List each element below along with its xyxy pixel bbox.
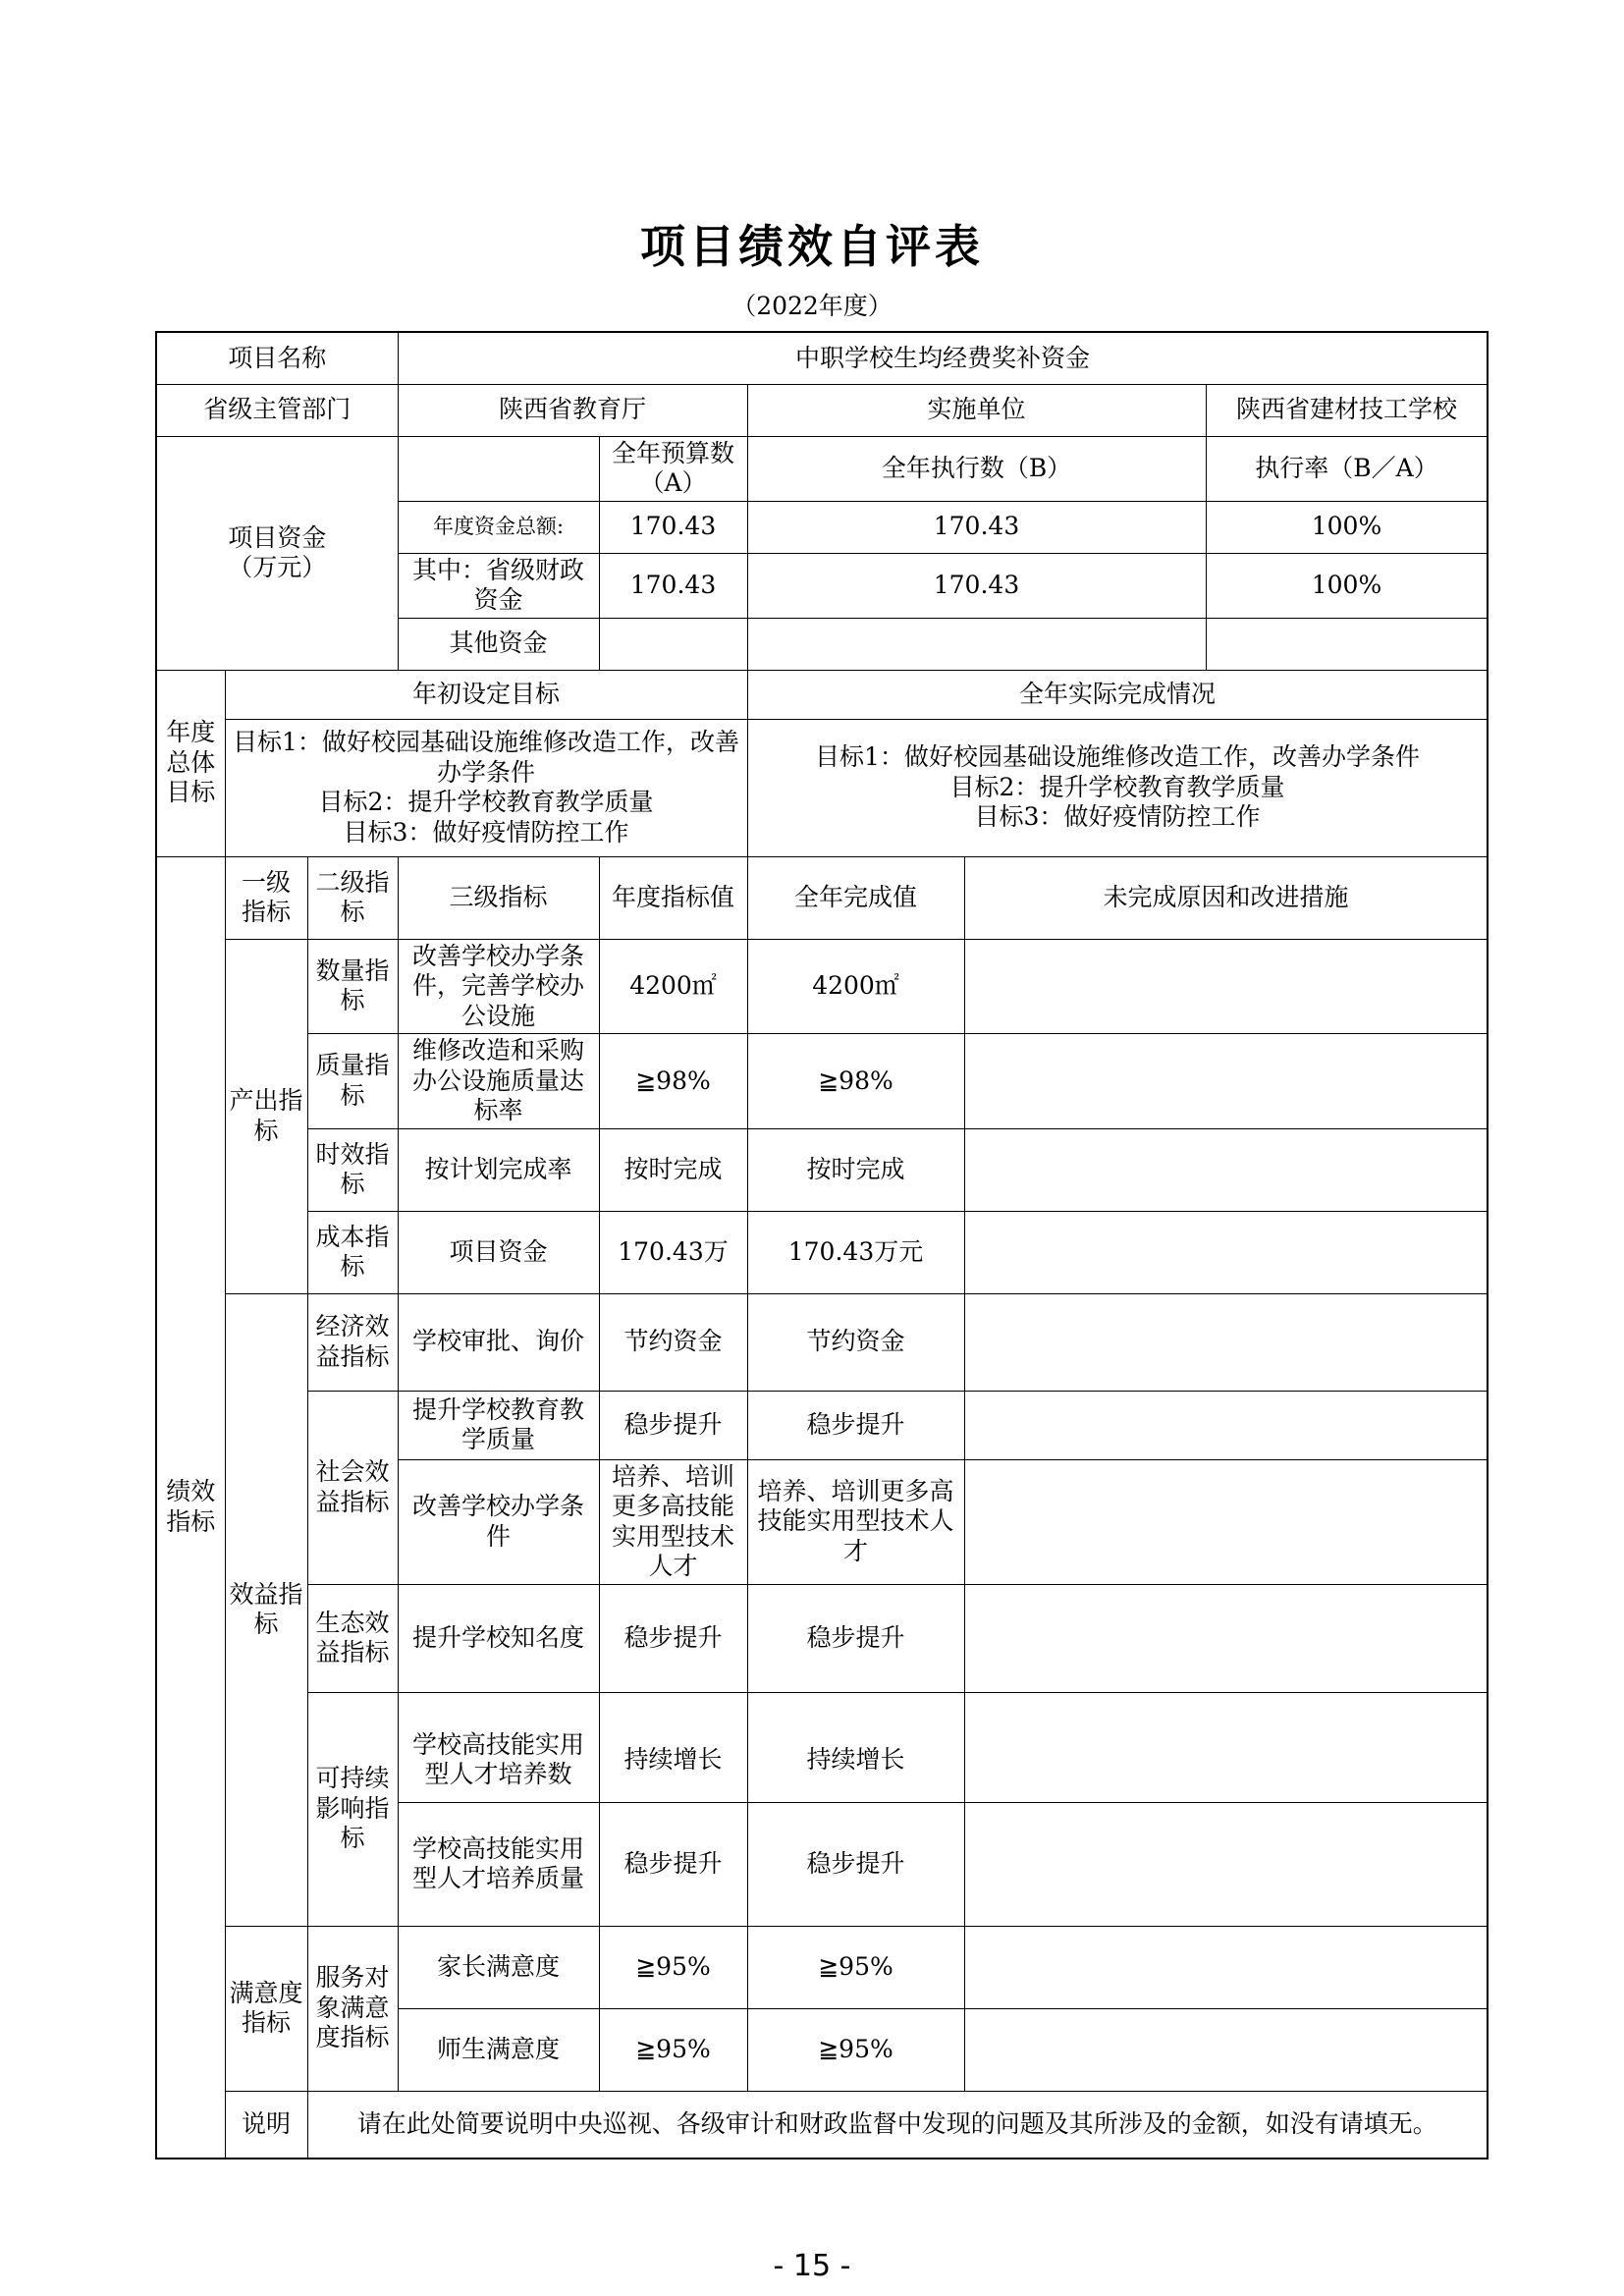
indicator-level3: 提升学校教育教学质量 — [398, 1391, 599, 1459]
indicator-level2: 可持续影响指标 — [307, 1692, 398, 1926]
page-subtitle: （2022年度） — [731, 292, 893, 320]
indicator-actual: ≧98% — [747, 1034, 964, 1129]
indicator-row — [156, 1128, 1488, 1211]
indicator-reason — [964, 939, 1488, 1034]
indicator-level2: 成本指标 — [307, 1211, 398, 1293]
indicator-row — [156, 1034, 1488, 1129]
indicator-actual: 节约资金 — [747, 1293, 964, 1391]
goals-planned-header: 年初设定目标 — [225, 670, 747, 719]
unit-label: 实施单位 — [747, 384, 1206, 436]
indicator-reason — [964, 1584, 1488, 1692]
indicator-reason — [964, 1391, 1488, 1459]
indicator-level3: 改善学校办学条件 — [398, 1459, 599, 1584]
page-number: - 15 - — [773, 2249, 851, 2283]
indicator-reason — [964, 1692, 1488, 1802]
funds-col-a: 全年预算数（A） — [599, 436, 747, 501]
indicator-level3: 学校审批、询价 — [398, 1293, 599, 1391]
dept-value: 陕西省教育厅 — [398, 384, 747, 436]
goals-actual: 目标1：做好校园基础设施维修改造工作，改善办学条件 目标2：提升学校教育教学质量 目标3：做好疫情防控工作 — [747, 719, 1488, 856]
performance-table — [155, 331, 1489, 2159]
indicator-row — [156, 939, 1488, 1034]
indicator-level3: 师生满意度 — [398, 2008, 599, 2091]
funds-blank-cell — [398, 436, 599, 501]
goals-content-row — [156, 719, 1488, 856]
indicator-level2: 时效指标 — [307, 1128, 398, 1211]
indicator-row — [156, 1211, 1488, 1293]
indicator-row — [156, 1293, 1488, 1391]
indicator-row — [156, 1391, 1488, 1459]
indicator-reason — [964, 1034, 1488, 1129]
indicator-actual: ≧95% — [747, 1926, 964, 2008]
indicator-level2: 服务对象满意度指标 — [307, 1926, 398, 2091]
note-label: 说明 — [225, 2091, 307, 2159]
funds-row-a: 170.43 — [599, 553, 747, 618]
indicator-reason — [964, 1926, 1488, 2008]
indicator-level3: 项目资金 — [398, 1211, 599, 1293]
project-name-row — [156, 332, 1488, 384]
indicator-actual: 稳步提升 — [747, 1391, 964, 1459]
indicator-level2: 质量指标 — [307, 1034, 398, 1129]
funds-col-b: 全年执行数（B） — [747, 436, 1206, 501]
funds-row-a: 170.43 — [599, 501, 747, 553]
funds-col-rate: 执行率（B／A） — [1206, 436, 1488, 501]
note-text: 请在此处简要说明中央巡视、各级审计和财政监督中发现的问题及其所涉及的金额，如没有请填无。 — [307, 2091, 1488, 2159]
indicators-level1-header: 一级指标 — [225, 856, 307, 939]
indicator-actual: 170.43万元 — [747, 1211, 964, 1293]
indicator-target: 节约资金 — [599, 1293, 747, 1391]
funds-row-rate: 100% — [1206, 501, 1488, 553]
dept-label: 省级主管部门 — [156, 384, 398, 436]
funds-row-rate: 100% — [1206, 553, 1488, 618]
indicator-target: ≧95% — [599, 2008, 747, 2091]
indicator-actual: 4200㎡ — [747, 939, 964, 1034]
goals-header-row — [156, 670, 1488, 719]
indicator-target: 稳步提升 — [599, 1584, 747, 1692]
indicator-target: 培养、培训更多高技能实用型技术人才 — [599, 1459, 747, 1584]
page-title: 项目绩效自评表 — [640, 220, 984, 273]
indicator-reason — [964, 1211, 1488, 1293]
indicator-target: 170.43万 — [599, 1211, 747, 1293]
indicators-actual-header: 全年完成值 — [747, 856, 964, 939]
goals-label: 年度总体目标 — [156, 670, 225, 856]
indicators-header-row — [156, 856, 1488, 939]
indicator-level2: 经济效益指标 — [307, 1293, 398, 1391]
indicator-actual: 持续增长 — [747, 1692, 964, 1802]
indicator-target: 稳步提升 — [599, 1802, 747, 1926]
indicator-reason — [964, 2008, 1488, 2091]
benefit-indicator-label: 效益指标 — [225, 1293, 307, 1926]
funds-row-label: 其他资金 — [398, 618, 599, 670]
department-row — [156, 384, 1488, 436]
indicator-actual: 稳步提升 — [747, 1584, 964, 1692]
satisfaction-indicator-label: 满意度指标 — [225, 1926, 307, 2091]
funds-row-label: 年度资金总额: — [398, 501, 599, 553]
funds-row-b: 170.43 — [747, 501, 1206, 553]
indicator-level3: 家长满意度 — [398, 1926, 599, 2008]
indicator-level3: 学校高技能实用型人才培养质量 — [398, 1802, 599, 1926]
indicator-target: ≧98% — [599, 1034, 747, 1129]
output-indicator-label: 产出指标 — [225, 939, 307, 1293]
indicator-level3: 改善学校办学条件，完善学校办公设施 — [398, 939, 599, 1034]
indicator-reason — [964, 1128, 1488, 1211]
indicator-actual: ≧95% — [747, 2008, 964, 2091]
indicator-level3: 学校高技能实用型人才培养数 — [398, 1692, 599, 1802]
funds-header-row — [156, 436, 1488, 501]
funds-row-a — [599, 618, 747, 670]
indicator-target: ≧95% — [599, 1926, 747, 2008]
indicator-target: 4200㎡ — [599, 939, 747, 1034]
indicator-level2: 社会效益指标 — [307, 1391, 398, 1584]
indicator-target: 按时完成 — [599, 1128, 747, 1211]
goals-planned: 目标1：做好校园基础设施维修改造工作，改善办学条件 目标2：提升学校教育教学质量 目标3：做好疫情防控工作 — [225, 719, 747, 856]
indicator-level3: 维修改造和采购办公设施质量达标率 — [398, 1034, 599, 1129]
indicator-reason — [964, 1293, 1488, 1391]
indicator-level2: 数量指标 — [307, 939, 398, 1034]
indicator-reason — [964, 1802, 1488, 1926]
indicator-target: 持续增长 — [599, 1692, 747, 1802]
indicator-reason — [964, 1459, 1488, 1584]
indicators-target-header: 年度指标值 — [599, 856, 747, 939]
funds-label: 项目资金 （万元） — [156, 436, 398, 670]
indicator-level2: 生态效益指标 — [307, 1584, 398, 1692]
indicators-level2-header: 二级指标 — [307, 856, 398, 939]
indicators-section-label: 绩效指标 — [156, 856, 225, 2159]
indicators-level3-header: 三级指标 — [398, 856, 599, 939]
note-row — [156, 2091, 1488, 2159]
funds-row-b — [747, 618, 1206, 670]
project-name-label: 项目名称 — [156, 332, 398, 384]
indicator-row — [156, 1692, 1488, 1802]
funds-row-rate — [1206, 618, 1488, 670]
indicator-actual: 培养、培训更多高技能实用型技术人才 — [747, 1459, 964, 1584]
funds-row-b: 170.43 — [747, 553, 1206, 618]
indicator-row — [156, 1926, 1488, 2008]
indicators-reason-header: 未完成原因和改进措施 — [964, 856, 1488, 939]
indicator-actual: 按时完成 — [747, 1128, 964, 1211]
funds-row-label: 其中：省级财政资金 — [398, 553, 599, 618]
indicator-level3: 提升学校知名度 — [398, 1584, 599, 1692]
goals-actual-header: 全年实际完成情况 — [747, 670, 1488, 719]
project-name-value: 中职学校生均经费奖补资金 — [398, 332, 1488, 384]
indicator-actual: 稳步提升 — [747, 1802, 964, 1926]
indicator-level3: 按计划完成率 — [398, 1128, 599, 1211]
indicator-target: 稳步提升 — [599, 1391, 747, 1459]
indicator-row — [156, 1584, 1488, 1692]
unit-value: 陕西省建材技工学校 — [1206, 384, 1488, 436]
